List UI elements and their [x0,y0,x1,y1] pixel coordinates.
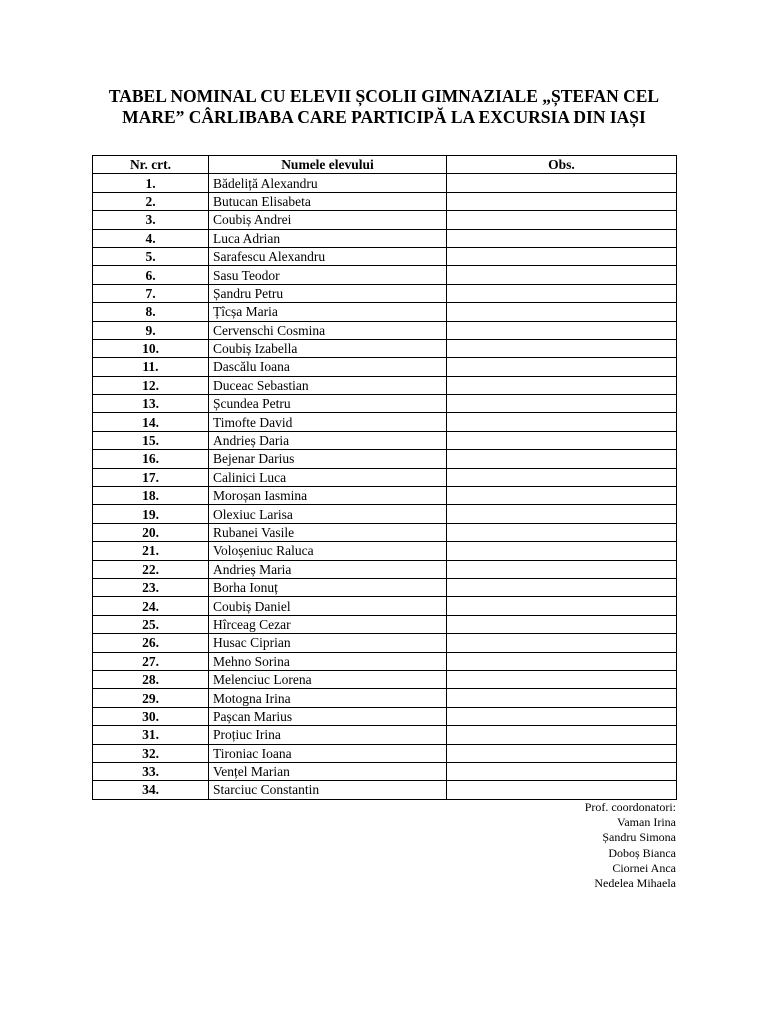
row-number-cell: 2. [93,192,209,210]
table-row [93,431,677,449]
student-name-cell: Duceac Sebastian [209,376,447,394]
row-number-cell: 28. [93,670,209,688]
row-number-cell: 1. [93,174,209,192]
obs-cell [447,174,677,192]
row-number-cell: 4. [93,229,209,247]
row-number-cell: 13. [93,395,209,413]
table-row [93,450,677,468]
students-table [92,155,677,800]
row-number-cell: 29. [93,689,209,707]
student-name-cell: Coubiș Daniel [209,597,447,615]
student-name-cell: Moroșan Iasmina [209,487,447,505]
table-row [93,487,677,505]
row-number-cell: 31. [93,726,209,744]
student-name-cell: Butucan Elisabeta [209,192,447,210]
title-line-2: MARE” CÂRLIBABA CARE PARTICIPĂ LA EXCURSIA DIN IAȘI [122,107,646,127]
coordinator-name: Vaman Irina [617,815,676,830]
coordinators-block [585,800,676,891]
coordinator-name: Șandru Simona [602,830,676,845]
table-row [93,192,677,210]
table-row [93,321,677,339]
row-number-cell: 33. [93,762,209,780]
student-name-cell: Voloșeniuc Raluca [209,542,447,560]
row-number-cell: 25. [93,615,209,633]
obs-cell [447,395,677,413]
table-row [93,670,677,688]
student-name-cell: Coubiș Andrei [209,211,447,229]
table-row [93,284,677,302]
table-row [93,578,677,596]
student-name-cell: Mehno Sorina [209,652,447,670]
table-row [93,689,677,707]
row-number-cell: 3. [93,211,209,229]
obs-cell [447,781,677,799]
row-number-cell: 6. [93,266,209,284]
row-number-cell: 14. [93,413,209,431]
coordinator-name: Nedelea Mihaela [594,876,676,891]
student-name-cell: Pașcan Marius [209,707,447,725]
row-number-cell: 16. [93,450,209,468]
table-row [93,744,677,762]
row-number-cell: 32. [93,744,209,762]
title-line-1: TABEL NOMINAL CU ELEVII ȘCOLII GIMNAZIALE „ȘTEFAN CEL [108,86,660,106]
table-row [93,505,677,523]
row-number-cell: 9. [93,321,209,339]
obs-cell [447,284,677,302]
coordinator-name: Doboș Bianca [608,845,676,860]
student-name-cell: Șcundea Petru [209,395,447,413]
student-name-cell: Timofte David [209,413,447,431]
student-name-cell: Proțiuc Irina [209,726,447,744]
obs-cell [447,523,677,541]
student-name-cell: Starciuc Constantin [209,781,447,799]
student-name-cell: Șandru Petru [209,284,447,302]
table-row [93,615,677,633]
table-row [93,762,677,780]
table-row [93,339,677,357]
student-name-cell: Bădeliță Alexandru [209,174,447,192]
obs-cell [447,229,677,247]
student-name-cell: Melenciuc Lorena [209,670,447,688]
obs-cell [447,652,677,670]
row-number-cell: 11. [93,358,209,376]
student-name-cell: Sasu Teodor [209,266,447,284]
document-title [80,86,688,128]
obs-cell [447,192,677,210]
obs-cell [447,303,677,321]
table-row [93,560,677,578]
obs-cell [447,487,677,505]
obs-cell [447,339,677,357]
obs-cell [447,744,677,762]
row-number-cell: 30. [93,707,209,725]
row-number-cell: 19. [93,505,209,523]
row-number-cell: 8. [93,303,209,321]
row-number-cell: 23. [93,578,209,596]
row-number-cell: 26. [93,634,209,652]
student-name-cell: Cervenschi Cosmina [209,321,447,339]
obs-cell [447,707,677,725]
table-row [93,781,677,799]
obs-cell [447,726,677,744]
student-name-cell: Dascălu Ioana [209,358,447,376]
student-name-cell: Rubanei Vasile [209,523,447,541]
student-name-cell: Hîrceag Cezar [209,615,447,633]
obs-cell [447,505,677,523]
table-row [93,211,677,229]
row-number-cell: 10. [93,339,209,357]
student-name-cell: Luca Adrian [209,229,447,247]
row-number-cell: 17. [93,468,209,486]
obs-cell [447,597,677,615]
obs-cell [447,358,677,376]
student-name-cell: Andrieș Maria [209,560,447,578]
table-row [93,468,677,486]
student-name-cell: Husac Ciprian [209,634,447,652]
table-row [93,376,677,394]
obs-cell [447,376,677,394]
obs-cell [447,247,677,265]
header-nr-crt: Nr. crt. [93,156,209,174]
table-row [93,523,677,541]
student-name-cell: Vențel Marian [209,762,447,780]
student-name-cell: Tironiac Ioana [209,744,447,762]
row-number-cell: 34. [93,781,209,799]
obs-cell [447,762,677,780]
table-row [93,652,677,670]
table-row [93,174,677,192]
student-name-cell: Bejenar Darius [209,450,447,468]
row-number-cell: 12. [93,376,209,394]
obs-cell [447,542,677,560]
student-name-cell: Andrieș Daria [209,431,447,449]
obs-cell [447,431,677,449]
obs-cell [447,468,677,486]
table-row [93,395,677,413]
obs-cell [447,560,677,578]
table-row [93,358,677,376]
row-number-cell: 5. [93,247,209,265]
obs-cell [447,615,677,633]
obs-cell [447,689,677,707]
table-row [93,229,677,247]
obs-cell [447,321,677,339]
obs-cell [447,211,677,229]
table-row [93,266,677,284]
row-number-cell: 24. [93,597,209,615]
obs-cell [447,634,677,652]
table-row [93,542,677,560]
table-row [93,597,677,615]
table-row [93,247,677,265]
student-name-cell: Olexiuc Larisa [209,505,447,523]
obs-cell [447,578,677,596]
row-number-cell: 21. [93,542,209,560]
table-body [93,174,677,799]
student-name-cell: Borha Ionuț [209,578,447,596]
row-number-cell: 7. [93,284,209,302]
table-row [93,707,677,725]
row-number-cell: 15. [93,431,209,449]
coordinators-label: Prof. coordonatori: [584,800,676,814]
header-obs: Obs. [447,156,677,174]
header-student-name: Numele elevului [209,156,447,174]
table-row [93,634,677,652]
table-header-row [93,156,677,174]
table-row [93,413,677,431]
student-name-cell: Calinici Luca [209,468,447,486]
coordinator-name: Ciornei Anca [612,860,676,875]
obs-cell [447,413,677,431]
obs-cell [447,266,677,284]
student-name-cell: Sarafescu Alexandru [209,247,447,265]
obs-cell [447,670,677,688]
obs-cell [447,450,677,468]
student-name-cell: Țîcșa Maria [209,303,447,321]
table-row [93,726,677,744]
table-row [93,303,677,321]
row-number-cell: 22. [93,560,209,578]
row-number-cell: 18. [93,487,209,505]
student-name-cell: Coubiș Izabella [209,339,447,357]
student-name-cell: Motogna Irina [209,689,447,707]
row-number-cell: 27. [93,652,209,670]
row-number-cell: 20. [93,523,209,541]
